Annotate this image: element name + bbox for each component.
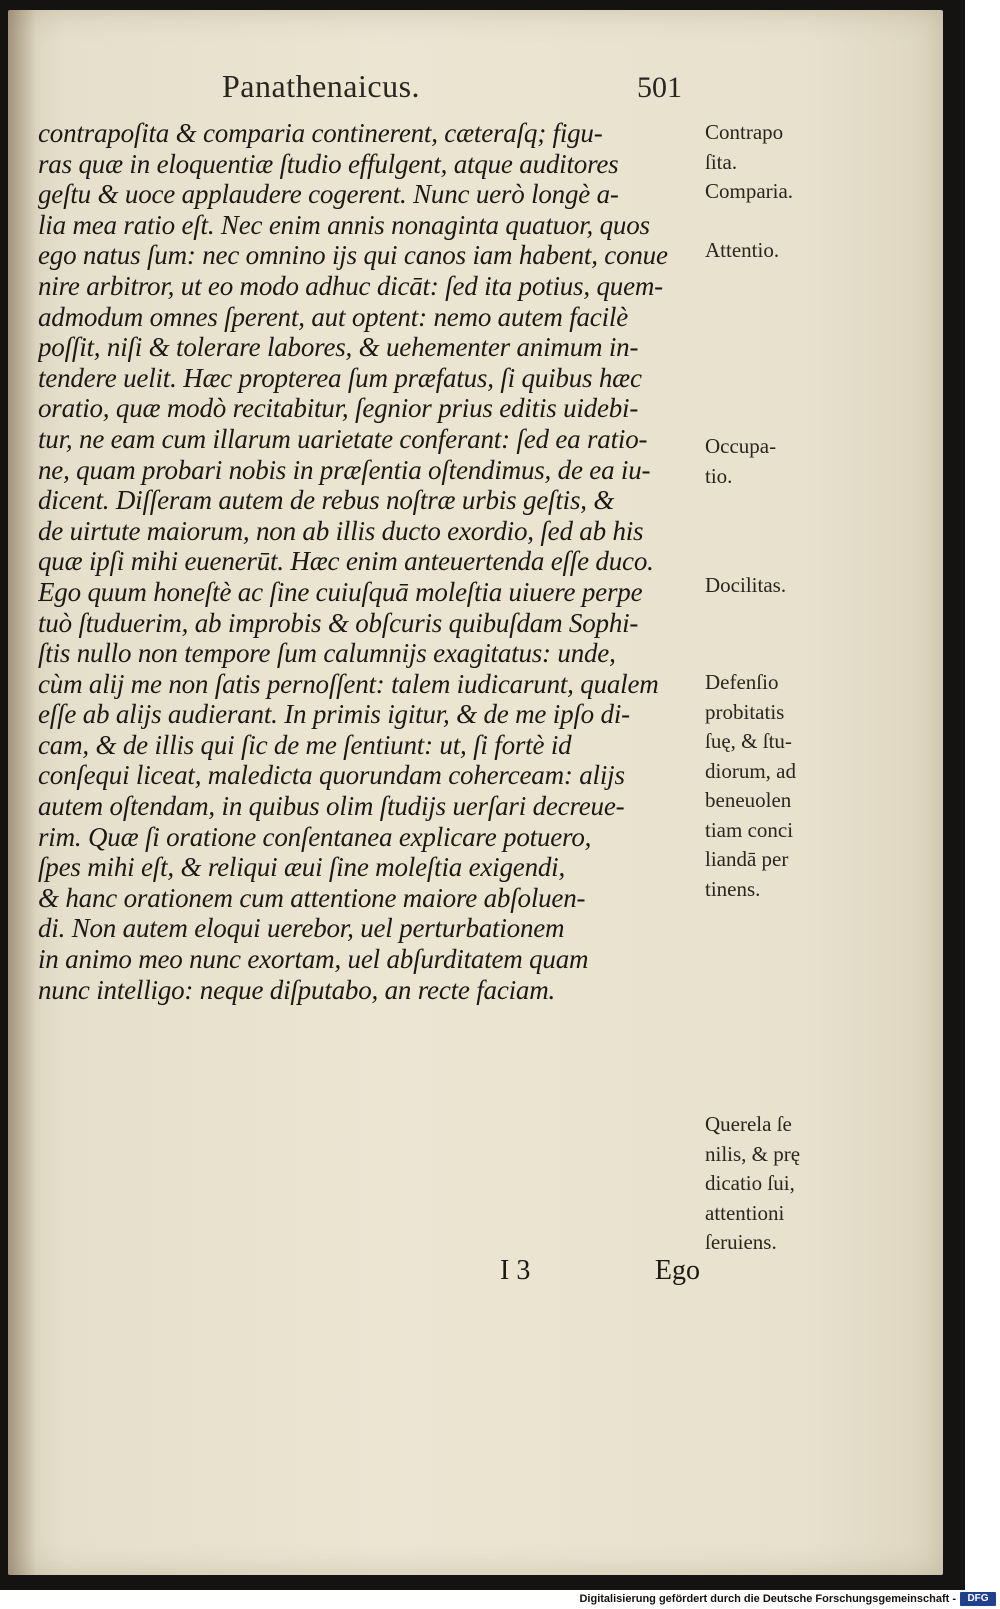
margin-note-defensio [705, 668, 845, 904]
text-line: eſſe ab alijs audierant. In primis igitur, & de me ipſo di- [38, 699, 630, 730]
running-head [222, 68, 682, 105]
margin-note-querela [705, 1110, 845, 1258]
text-line: tur, ne eam cum illarum uarietate conferant: ſed ea ratio- [38, 423, 648, 454]
text-line: nunc intelligo: neque diſputabo, an recte faciam. [38, 974, 556, 1005]
text-line: contrapoſita & comparia continerent, cæteraſq; figu- [38, 118, 603, 148]
footer-bar [0, 1590, 1000, 1609]
margin-note-occupatio [705, 432, 845, 491]
text-line: Ego quum honeſtè ac ſine cuiuſquā moleſtia uiuere perpe [38, 576, 643, 607]
gutter-shadow [8, 10, 36, 1575]
margin-note-attentio [705, 236, 845, 266]
text-line: in animo meo nunc exortam, uel abſurditatem quam [38, 944, 589, 975]
margin-note-line: Defenſio [705, 670, 779, 694]
margin-note-line: Docilitas. [705, 573, 787, 597]
text-line: quæ ipſi mihi euenerūt. Hæc enim anteuertenda eſſe duco. [38, 546, 654, 577]
catchword: Ego [654, 1255, 700, 1286]
text-line: di. Non autem eloqui uerebor, uel perturbationem [38, 913, 565, 944]
margin-note-line: ſita. [705, 149, 738, 174]
margin-note-line: ſeruiens. [705, 1230, 777, 1254]
text-line: autem oſtendam, in quibus olim ſtudijs uerſari decreue- [38, 791, 625, 822]
text-line: ne, quam probari nobis in præſentia oſtendimus, de ea iu- [38, 454, 651, 485]
text-line: cùm alij me non ſatis pernoſſent: talem iudicarunt, qualem [38, 668, 659, 699]
margin-note-line: Occupa- [705, 434, 777, 458]
text-line: lia mea ratio eſt. Nec enim annis nonaginta quatuor, quos [38, 209, 650, 240]
text-line: conſequi liceat, maledicta quorundam coherceam: alijs [38, 760, 625, 791]
text-line: ego natus ſum: nec omnino ijs qui canos iam habent, conue [38, 240, 668, 271]
margin-note-line: diorum, ad [705, 758, 796, 783]
text-line: dicent. Diſſeram autem de rebus noſtræ urbis geſtis, & [38, 485, 615, 516]
margin-note-line: Attentio. [705, 238, 780, 262]
text-line: nire arbitror, ut eo modo adhuc dicāt: ſed ita potius, quem- [38, 270, 663, 301]
text-line: ſpes mihi eſt, & reliqui æui ſine moleſtia exigendi, [38, 852, 566, 883]
text-line: oratio, quæ modò recitabitur, ſegnior prius editis uidebi- [38, 393, 639, 424]
text-line: admodum omnes ſperent, aut optent: nemo autem facilè [38, 301, 628, 332]
margin-note-line: Querela ſe [705, 1112, 792, 1136]
margin-note-contrapo [705, 118, 845, 207]
margin-note-line: tio. [705, 463, 733, 488]
margin-note-line: ſuę, & ſtu- [705, 729, 792, 753]
dfg-logo: DFG [960, 1592, 996, 1606]
body-text [38, 118, 698, 1005]
margin-note-line: nilis, & prę [705, 1141, 801, 1166]
margin-note-line: Contrapo [705, 120, 784, 144]
margin-note-line: Comparia. [705, 179, 794, 203]
margin-note-line: probitatis [705, 699, 785, 724]
margin-note-line: beneuolen [705, 788, 792, 812]
text-line: geſtu & uoce applaudere cogerent. Nunc uerò longè a- [38, 179, 619, 210]
margin-note-line: liandā per [705, 847, 789, 871]
margin-note-line: tiam conci [705, 817, 794, 842]
text-line: & hanc orationem cum attentione maiore abſoluen- [38, 882, 586, 913]
running-title: Panathenaicus. [222, 68, 421, 104]
margin-note-line: dicatio ſui, [705, 1171, 795, 1195]
text-line: tuò ſtuduerim, ab improbis & obſcuris quibuſdam Sophi- [38, 607, 639, 638]
margin-note-line: attentioni [705, 1200, 785, 1225]
text-line: rim. Quæ ſi oratione conſentanea explicare potuero, [38, 821, 592, 852]
text-line: tendere uelit. Hæc propterea ſum præfatus, ſi quibus hæc [38, 362, 642, 393]
text-line: ras quæ in eloquentiæ ſtudio effulgent, atque auditores [38, 148, 619, 179]
text-line: de uirtute maiorum, non ab illis ducto exordio, ſed ab his [38, 515, 644, 546]
page-number: 501 [637, 71, 682, 104]
footer-credit: Digitalisierung gefördert durch die Deutsche Forschungsgemeinschaft - [579, 1593, 956, 1605]
signature-mark: I 3 [500, 1255, 531, 1286]
text-line: cam, & de illis qui ſic de me ſentiunt: ut, ſi fortè id [38, 729, 572, 760]
margin-note-line: tinens. [705, 876, 761, 901]
margin-note-docilitas [705, 571, 845, 601]
text-line: poſſit, niſi & tolerare labores, & uehementer animum in- [38, 332, 639, 363]
signature-line [500, 1255, 700, 1287]
text-line: ſtis nullo non tempore ſum calumnijs exagitatus: unde, [38, 638, 616, 669]
